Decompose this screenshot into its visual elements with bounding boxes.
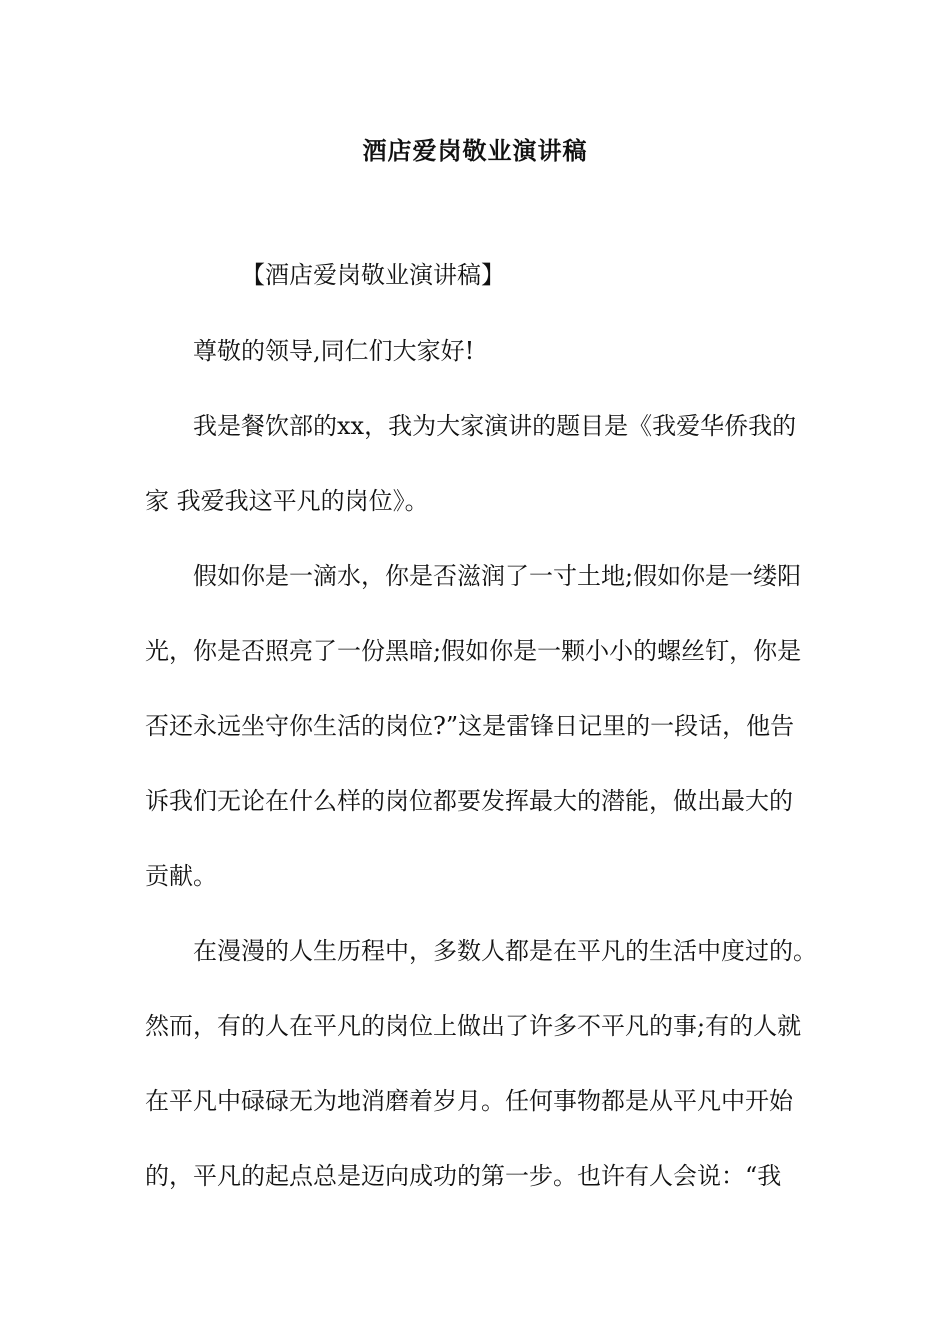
- paragraph-line: 贡献。: [145, 862, 217, 890]
- paragraph-line: 家 我爱我这平凡的岗位》。: [145, 487, 429, 515]
- paragraph-line: 光，你是否照亮了一份黑暗;假如你是一颗小小的螺丝钉，你是: [145, 637, 802, 665]
- paragraph-line: 诉我们无论在什么样的岗位都要发挥最大的潜能，做出最大的: [145, 787, 793, 815]
- paragraph-line: 假如你是一滴水，你是否滋润了一寸土地;假如你是一缕阳: [193, 562, 802, 590]
- document-subtitle: 【酒店爱岗敬业演讲稿】: [241, 261, 505, 289]
- paragraph-line: 尊敬的领导,同仁们大家好!: [193, 337, 475, 365]
- paragraph-line: 在漫漫的人生历程中，多数人都是在平凡的生活中度过的。: [193, 937, 817, 965]
- paragraph-line: 然而，有的人在平凡的岗位上做出了许多不平凡的事;有的人就: [145, 1012, 802, 1040]
- document-title: 酒店爱岗敬业演讲稿: [362, 136, 588, 165]
- paragraph-line: 否还永远坐守你生活的岗位?”这是雷锋日记里的一段话，他告: [145, 712, 795, 740]
- paragraph-line: 的，平凡的起点总是迈向成功的第一步。也许有人会说：“我: [145, 1162, 782, 1190]
- paragraph-line: 我是餐饮部的xx，我为大家演讲的题目是《我爱华侨我的: [193, 412, 797, 440]
- paragraph-line: 在平凡中碌碌无为地消磨着岁月。任何事物都是从平凡中开始: [145, 1087, 793, 1115]
